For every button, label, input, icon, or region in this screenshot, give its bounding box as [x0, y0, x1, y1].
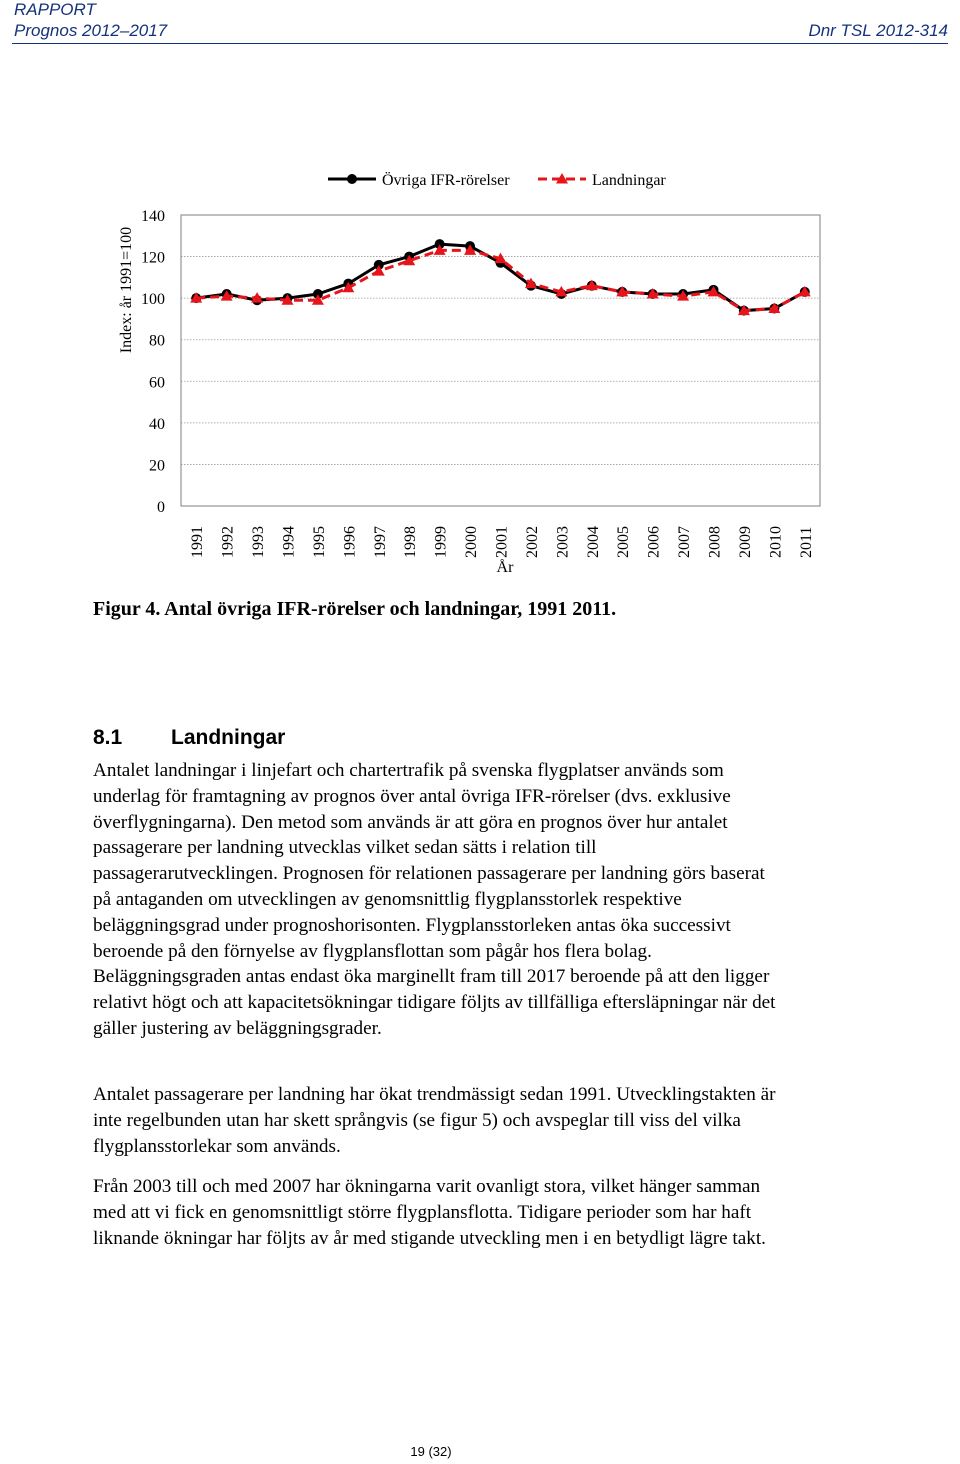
- x-tick-label: 2011: [797, 526, 815, 558]
- x-tick-label: 1993: [250, 526, 268, 558]
- x-tick-label: 2009: [736, 526, 754, 558]
- section-heading: [93, 726, 285, 750]
- chart-legend: [328, 171, 666, 189]
- x-tick-label: 1994: [280, 526, 298, 558]
- header-rule: [12, 43, 948, 44]
- y-tick-label: 80: [149, 332, 165, 350]
- x-tick-label: 2004: [584, 526, 602, 558]
- x-tick-label: 2005: [615, 526, 633, 558]
- x-tick-label: 2000: [463, 526, 481, 558]
- legend-label: Övriga IFR-rörelser: [382, 172, 510, 189]
- x-tick-label: 1992: [219, 526, 237, 558]
- page-header: [14, 21, 948, 41]
- y-tick-label: 40: [149, 415, 165, 433]
- paragraph: Antalet passagerare per landning har ökat trendmässigt sedan 1991. Utvecklingstakten är inte regelbunden utan har skett språngvis (se figur 5) och avspeglar till viss del vilka flygplansstorlekar som används.: [93, 1084, 776, 1157]
- x-tick-label: 2007: [676, 526, 694, 558]
- x-tick-label: 2008: [706, 526, 724, 558]
- x-tick-label: 2010: [767, 526, 785, 558]
- page-number: 19 (32): [410, 1444, 452, 1459]
- x-tick-label: 2003: [554, 526, 572, 558]
- y-tick-label: 20: [149, 457, 165, 475]
- x-tick-label: 1995: [310, 526, 328, 558]
- figure-caption: Figur 4. Antal övriga IFR-rörelser och landningar, 1991 2011.: [93, 598, 617, 620]
- paragraph: Från 2003 till och med 2007 har ökningarna varit ovanligt stora, vilket hänger samman med att vi fick en genomsnittligt större flygplansflotta. Tidigare perioder som har haft liknande ökningar har följts av år med stigande utveckling men i en betydligt lägre takt.: [93, 1176, 766, 1249]
- x-tick-label: 2006: [645, 526, 663, 558]
- chart-axes: [118, 208, 820, 576]
- line-chart: [0, 160, 960, 580]
- y-tick-label: 60: [149, 374, 165, 392]
- x-tick-label: 1991: [189, 526, 207, 558]
- x-tick-label: 2002: [523, 526, 541, 558]
- x-tick-label: 1999: [432, 526, 450, 558]
- chart-grid: [181, 215, 820, 464]
- data-point: [347, 174, 357, 184]
- y-tick-label: 120: [141, 249, 165, 267]
- document-id: Dnr TSL 2012-314: [808, 21, 948, 40]
- y-axis-title: Index: år 1991=100: [118, 226, 135, 354]
- legend-label: Landningar: [592, 172, 666, 189]
- x-tick-label: 1998: [402, 526, 420, 558]
- section-number: 8.1: [93, 726, 123, 749]
- report-label: RAPPORT: [14, 0, 96, 19]
- x-tick-label: 1996: [341, 526, 359, 558]
- paragraph: Antalet landningar i linjefart och chartertrafik på svenska flygplatser används som underlag för framtagning av prognos över antal övriga IFR-rörelser (dvs. exklusive överflygningarna). Den metod som används är att göra en prognos över hur antalet passagerare per landning utvecklas vilket sedan sätts i relation till passagerarutvecklingen. Prognosen för relationen passagerare per landning görs baserat på antaganden om utvecklingen av genomsnittlig flygplansstorlek respektive beläggningsgrad under prognoshorisonten. Flygplansstorleken antas öka successivt beroende på den förnyelse av flygplansflottan som pågår hos flera bolag. Beläggningsgraden antas endast öka marginellt fram till 2017 beroende på att den ligger relativt högt och att kapacitetsökningar tidigare följts av tillfälliga eftersläpningar när det gäller justering av beläggningsgrader.: [93, 760, 776, 1039]
- y-tick-label: 100: [141, 291, 165, 309]
- x-tick-label: 2001: [493, 526, 511, 558]
- chart-series: [190, 239, 811, 316]
- section-title: Landningar: [171, 726, 286, 749]
- x-tick-label: 1997: [371, 526, 389, 558]
- report-subtitle: Prognos 2012–2017: [14, 21, 168, 40]
- x-axis-title: År: [496, 559, 514, 576]
- y-tick-label: 0: [157, 499, 165, 516]
- y-tick-label: 140: [141, 208, 165, 225]
